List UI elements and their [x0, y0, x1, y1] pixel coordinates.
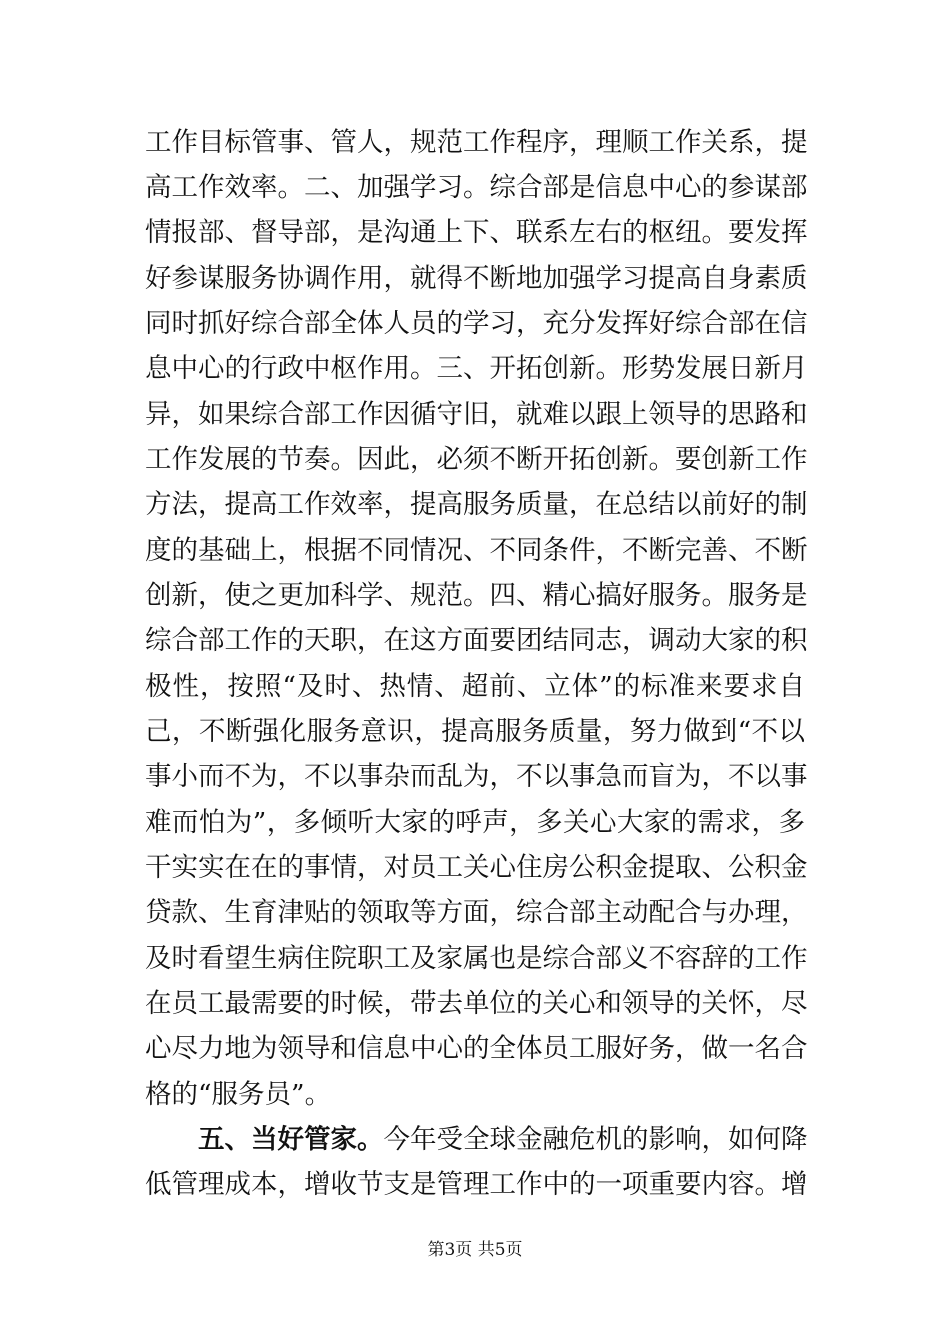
text-line: 工作目标管事、管人，规范工作程序，理顺工作关系，提	[145, 127, 808, 158]
text-line: 息中心的行政中枢作用。三、开拓创新。形势发展日新月	[145, 353, 808, 384]
text-line: 异，如果综合部工作因循守旧，就难以跟上领导的思路和	[145, 399, 808, 430]
section-heading: 五、当好管家。	[198, 1124, 384, 1155]
text-segment: 今年受全球金融危机的影响，如何降	[383, 1124, 808, 1155]
text-line: 创新，使之更加科学、规范。四、精心搞好服务。服务是	[145, 580, 808, 611]
text-line: 心尽力地为领导和信息中心的全体员工服好务，做一名合	[145, 1033, 808, 1064]
text-line: 综合部工作的天职，在这方面要团结同志，调动大家的积	[145, 625, 808, 656]
text-line: 方法，提高工作效率，提高服务质量，在总结以前好的制	[145, 489, 808, 520]
text-line: 及时看望生病住院职工及家属也是综合部义不容辞的工作	[145, 943, 808, 974]
text-line: 情报部、督导部，是沟通上下、联系左右的枢纽。要发挥	[145, 217, 808, 248]
text-line: 贷款、生育津贴的领取等方面，综合部主动配合与办理，	[145, 897, 808, 928]
text-line: 工作发展的节奏。因此，必须不断开拓创新。要创新工作	[145, 444, 808, 475]
text-line: 度的基础上，根据不同情况、不同条件，不断完善、不断	[145, 535, 808, 566]
text-line: 格的“服务员”。	[145, 1079, 332, 1110]
text-line: 己，不断强化服务意识，提高服务质量，努力做到“不以	[145, 716, 805, 747]
text-line: 干实实在在的事情，对员工关心住房公积金提取、公积金	[145, 852, 808, 883]
text-line: 事小而不为，不以事杂而乱为，不以事急而盲为，不以事	[145, 761, 808, 792]
text-line: 同时抓好综合部全体人员的学习，充分发挥好综合部在信	[145, 308, 808, 339]
page-footer: 第3页 共5页	[427, 1240, 523, 1260]
text-line: 极性，按照“及时、热情、超前、立体”的标准来要求自	[145, 671, 805, 702]
text-line: 高工作效率。二、加强学习。综合部是信息中心的参谋部	[145, 172, 808, 203]
text-line: 在员工最需要的时候，带去单位的关心和领导的关怀，尽	[145, 988, 808, 1019]
text-line	[145, 1117, 808, 1162]
text-line: 低管理成本，增收节支是管理工作中的一项重要内容。增	[145, 1169, 808, 1200]
text-line: 难而怕为”，多倾听大家的呼声，多关心大家的需求，多	[145, 807, 805, 838]
text-line: 好参谋服务协调作用，就得不断地加强学习提高自身素质	[145, 263, 808, 294]
